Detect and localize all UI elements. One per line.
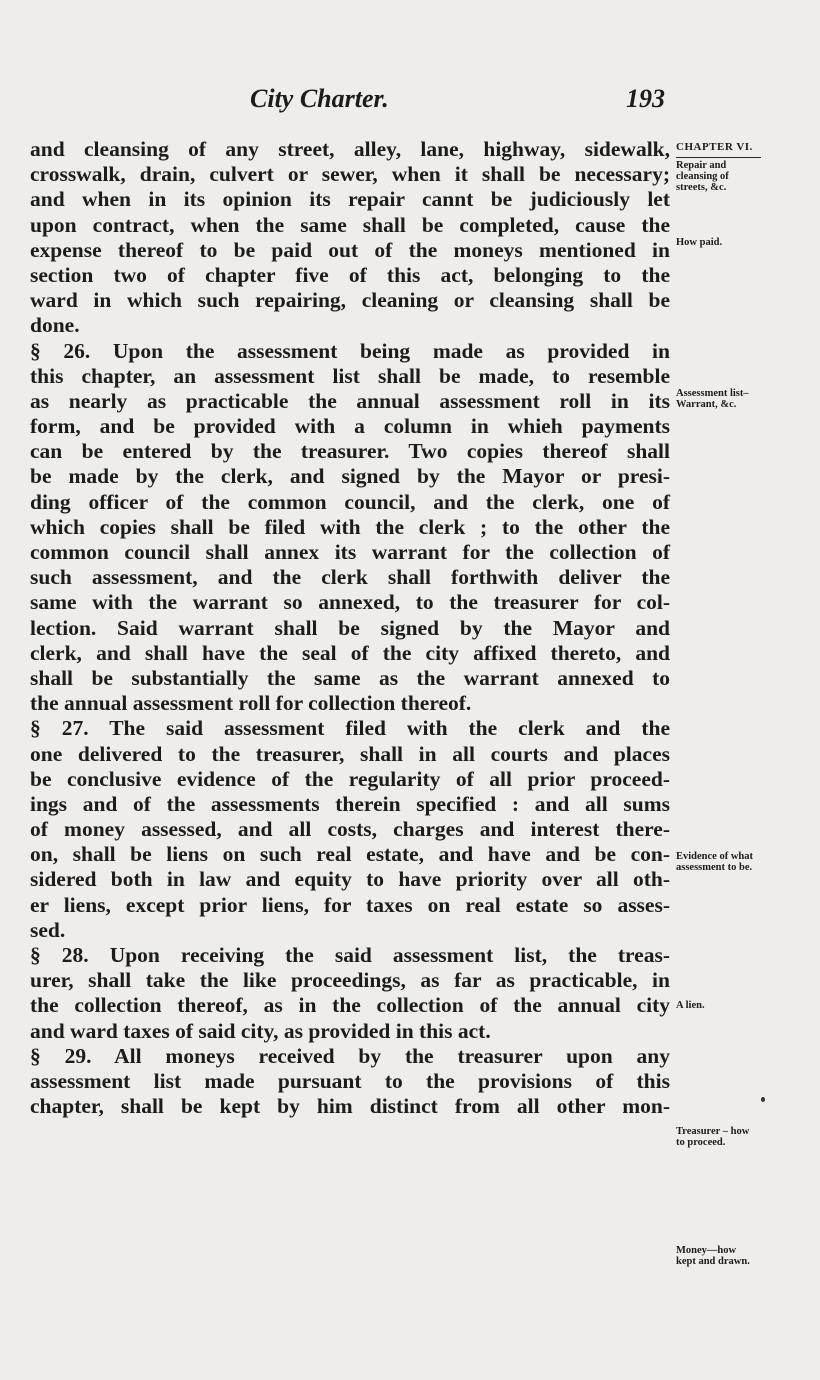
text-line: § 26. Upon the assessment being made as provided in xyxy=(30,338,670,363)
text-line: expense thereof to be paid out of the moneys mentioned in xyxy=(30,237,670,262)
text-line: ding officer of the common council, and the clerk, one of xyxy=(30,489,670,514)
text-line: this chapter, an assessment list shall be made, to resemble xyxy=(30,363,670,388)
text-line: done. xyxy=(30,313,80,338)
text-line: of money assessed, and all costs, charges and interest there- xyxy=(30,817,670,842)
text-line: section two of chapter five of this act, belonging to the xyxy=(30,262,670,287)
margin-note-line: streets, &c. xyxy=(676,182,727,193)
margin-note-line: Money—how xyxy=(676,1245,737,1256)
running-head-title: City Charter. xyxy=(250,84,389,113)
text-line: § 27. The said assessment filed with the clerk and the xyxy=(30,716,670,741)
text-line: sed. xyxy=(30,917,66,942)
margin-note-line: A lien. xyxy=(676,1000,705,1011)
text-line: § 28. Upon receiving the said assessment list, the treas- xyxy=(30,943,670,967)
text-line: chapter, shall be kept by him distinct from all other mon- xyxy=(30,1094,670,1119)
margin-note-repair xyxy=(676,160,816,193)
text-line: be made by the clerk, and signed by the Mayor or presi- xyxy=(30,464,670,489)
text-line: lection. Said warrant shall be signed by the Mayor and xyxy=(30,615,670,640)
text-line: form, and be provided with a column in whieh payments xyxy=(30,414,670,439)
margin-note-line: Repair and xyxy=(676,160,727,171)
text-line: same with the warrant so annexed, to the treasurer for col- xyxy=(30,590,670,615)
margin-note-line: Evidence of what xyxy=(676,851,753,862)
text-line: the collection thereof, as in the collection of the annual city xyxy=(30,993,670,1018)
text-line: crosswalk, drain, culvert or sewer, when it shall be necessary; xyxy=(30,162,670,187)
text-line: as nearly as practicable the annual assessment roll in its xyxy=(30,388,670,413)
text-line: one delivered to the treasurer, shall in all courts and places xyxy=(30,741,670,766)
text-line: § 29. All moneys received by the treasurer upon any xyxy=(30,1043,670,1068)
page-number: 193 xyxy=(626,84,665,113)
text-line: ings and of the assessments therein specified : and all sums xyxy=(30,791,670,816)
text-line: which copies shall be filed with the clerk ; to the other the xyxy=(30,514,670,539)
text-line: assessment list made pursuant to the provisions of this xyxy=(30,1068,670,1093)
margin-note-line: kept and drawn. xyxy=(676,1256,750,1267)
margin-note-assessment-list xyxy=(676,388,816,410)
text-line: shall be substantially the same as the warrant annexed to xyxy=(30,665,670,690)
text-line: can be entered by the treasurer. Two copies thereof shall xyxy=(30,439,670,464)
margin-note-line: cleansing of xyxy=(676,171,729,182)
text-line: clerk, and shall have the seal of the city affixed thereto, and xyxy=(30,640,670,665)
margin-note-line: assessment to be. xyxy=(676,862,753,873)
text-line: common council shall annex its warrant for the collection of xyxy=(30,540,670,564)
text-line: er liens, except prior liens, for taxes on real estate so asses- xyxy=(30,892,670,917)
chapter-rule xyxy=(676,157,761,158)
margin-note-how-paid xyxy=(676,237,816,248)
text-line: sidered both in law and equity to have priority over all oth- xyxy=(30,867,670,892)
margin-note-lien xyxy=(676,1000,816,1011)
text-line: and when in its opinion its repair cannt be judiciously let xyxy=(30,187,670,212)
margin-note-money xyxy=(676,1245,816,1267)
text-line: and cleansing of any street, alley, lane, highway, sidewalk, xyxy=(30,137,670,161)
text-line: be conclusive evidence of the regularity of all prior proceed- xyxy=(30,766,670,791)
margin-note-line: Treasurer – how xyxy=(676,1126,750,1137)
margin-note-line: How paid. xyxy=(676,237,723,248)
margin-note-line: Assessment list– xyxy=(676,388,749,399)
margin-note-treasurer xyxy=(676,1126,816,1148)
margin-note-line: Warrant, &c. xyxy=(676,399,737,410)
body-text xyxy=(30,137,670,1119)
chapter-label: CHAPTER VI. xyxy=(676,141,753,153)
text-line: urer, shall take the like proceedings, as far as practicable, in xyxy=(30,968,670,993)
text-line: upon contract, when the same shall be completed, cause the xyxy=(30,212,670,237)
margin-note-line: to proceed. xyxy=(676,1137,726,1148)
text-line: the annual assessment roll for collection thereof. xyxy=(30,691,472,716)
margin-note-evidence xyxy=(676,851,816,873)
text-line: ward in which such repairing, cleaning or cleansing shall be xyxy=(30,288,670,313)
ink-speck xyxy=(761,1097,765,1102)
running-head xyxy=(250,84,665,120)
text-line: such assessment, and the clerk shall forthwith deliver the xyxy=(30,565,670,590)
text-line: on, shall be liens on such real estate, and have and be con- xyxy=(30,842,670,867)
text-line: and ward taxes of said city, as provided in this act. xyxy=(30,1018,491,1043)
